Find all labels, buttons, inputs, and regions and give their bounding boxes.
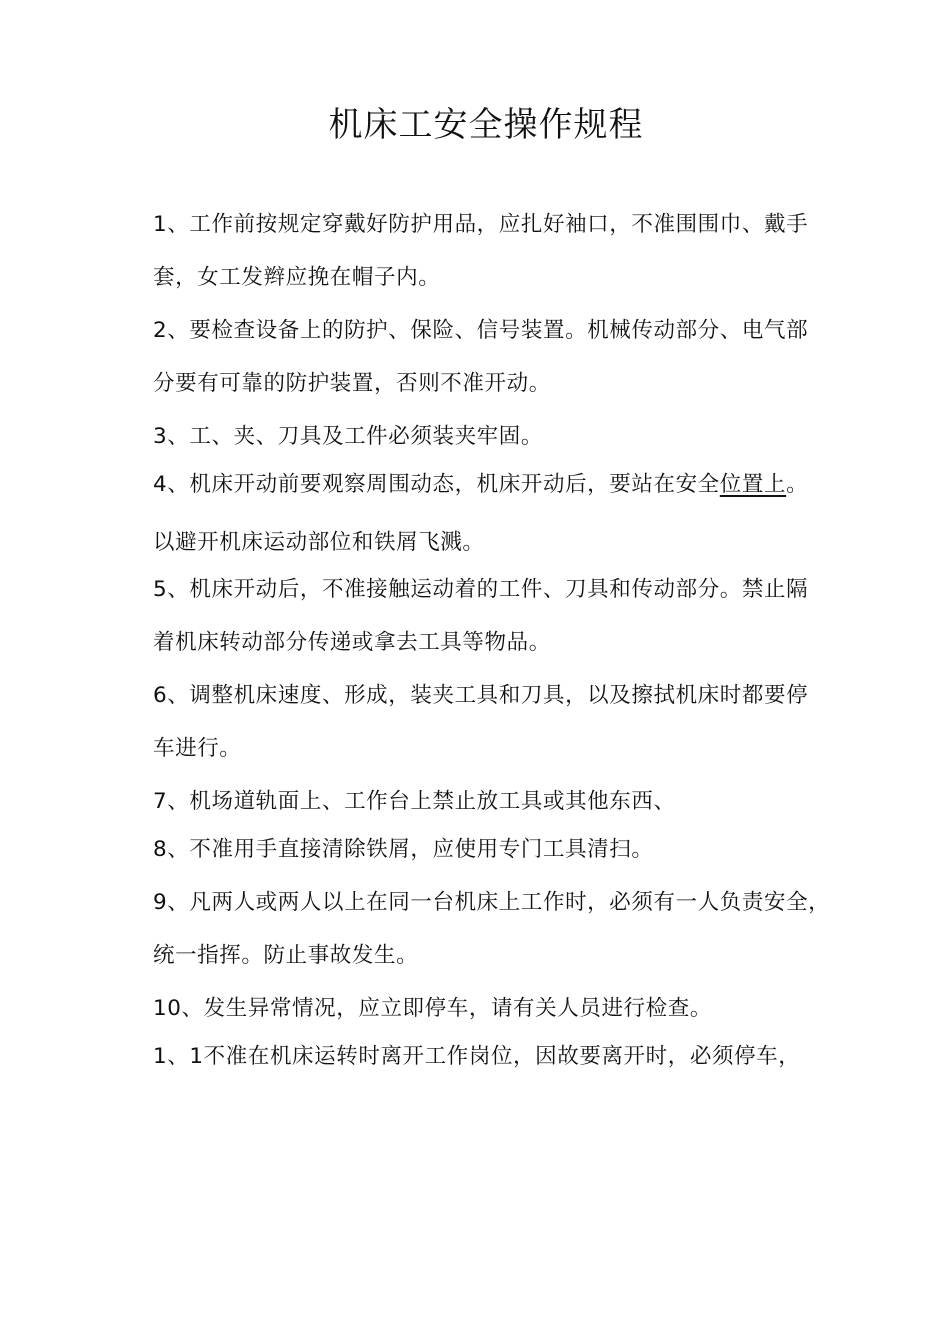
text-line-5: 3、工、夹、刀具及工件必须装夹牢固。 — [153, 424, 543, 449]
text-line-16: 10、发生异常情况，应立即停车，请有关人员进行检查。 — [153, 996, 712, 1021]
text-line-13: 8、不准用手直接清除铁屑，应使用专门工具清扫。 — [153, 837, 654, 862]
text-line-4: 分要有可靠的防护装置，否则不准开动。 — [153, 371, 551, 396]
text-line-14: 9、凡两人或两人以上在同一台机床上工作时，必须有一人负责安全， — [153, 890, 831, 915]
text-line-9: 着机床转动部分传递或拿去工具等物品。 — [153, 630, 551, 655]
text-line-8: 5、机床开动后，不准接触运动着的工件、刀具和传动部分。禁止隔 — [153, 577, 809, 602]
text-line-1: 1、工作前按规定穿戴好防护用品，应扎好袖口，不准围围巾、戴手 — [153, 212, 809, 237]
text-line-6-end: 。 — [786, 472, 809, 497]
text-line-6-main: 4、机床开动前要观察周围动态，机床开动后，要站在安全 — [153, 472, 720, 497]
text-line-7: 以避开机床运动部位和铁屑飞溅。 — [153, 530, 485, 555]
text-line-2: 套，女工发辫应挽在帽子内。 — [153, 265, 441, 290]
text-line-11: 车进行。 — [153, 736, 242, 761]
text-line-3: 2、要检查设备上的防护、保险、信号装置。机械传动部分、电气部 — [153, 318, 809, 343]
text-line-17: 1、1不准在机床运转时离开工作岗位，因故要离开时，必须停车， — [153, 1044, 801, 1069]
text-line-6 — [153, 470, 808, 500]
underlined-text: 位置上 — [719, 472, 787, 497]
text-line-10: 6、调整机床速度、形成，装夹工具和刀具，以及擦拭机床时都要停 — [153, 683, 809, 708]
text-line-15: 统一指挥。防止事故发生。 — [153, 943, 419, 968]
text-line-12: 7、机场道轨面上、工作台上禁止放工具或其他东西、 — [153, 789, 676, 814]
document-title: 机床工安全操作规程 — [328, 105, 644, 145]
